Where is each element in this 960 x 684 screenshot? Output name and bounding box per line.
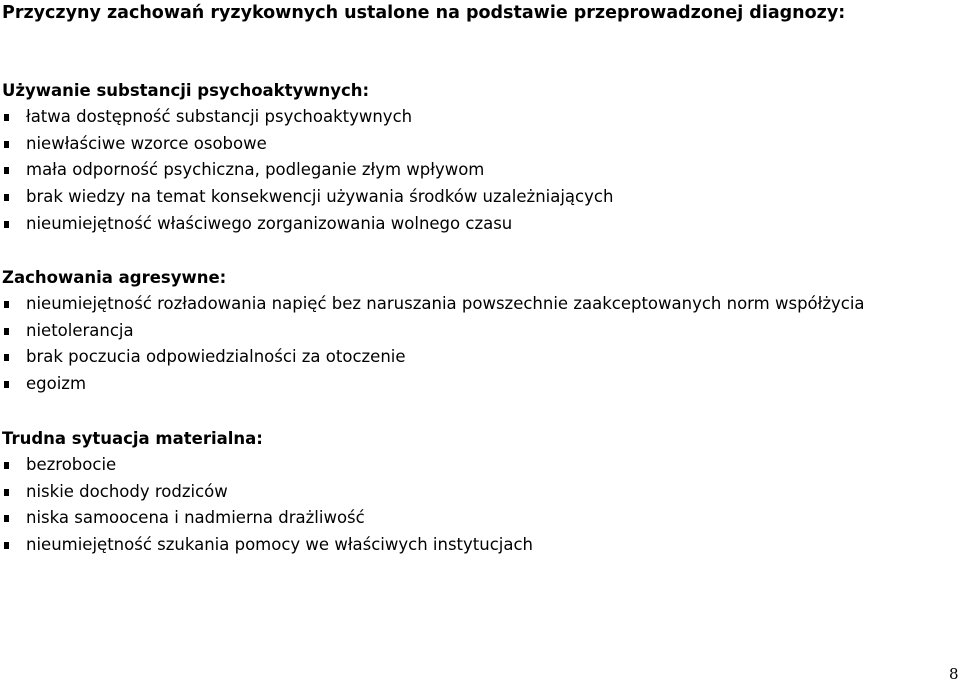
square-bullet-icon bbox=[4, 515, 9, 522]
square-bullet-icon bbox=[4, 194, 9, 201]
square-bullet-icon bbox=[4, 114, 9, 121]
bullet-list bbox=[2, 452, 533, 559]
list-item-text: nieumiejętność szukania pomocy we właściwych instytucjach bbox=[26, 535, 534, 555]
list-item bbox=[2, 291, 865, 318]
list-item-text: niska samoocena i nadmierna drażliwość bbox=[26, 508, 365, 528]
list-item-text: egoizm bbox=[26, 374, 87, 394]
list-item bbox=[2, 532, 533, 559]
square-bullet-icon bbox=[4, 328, 9, 335]
section-substance-use bbox=[2, 78, 613, 238]
list-item bbox=[2, 452, 533, 479]
square-bullet-icon bbox=[4, 221, 9, 228]
list-item bbox=[2, 131, 613, 158]
list-item-text: łatwa dostępność substancji psychoaktywnych bbox=[26, 107, 413, 126]
list-item-text: nieumiejętność rozładowania napięć bez naruszania powszechnie zaakceptowanych norm współżycia bbox=[26, 294, 865, 313]
page-title: Przyczyny zachowań ryzykownych ustalone na podstawie przeprowadzonej diagnozy: bbox=[2, 3, 846, 23]
list-item bbox=[2, 371, 865, 398]
list-item-text: nieumiejętność właściwego zorganizowania wolnego czasu bbox=[26, 213, 513, 233]
list-item bbox=[2, 479, 533, 506]
section-heading: Trudna sytuacja materialna: bbox=[2, 429, 263, 448]
bullet-list bbox=[2, 291, 865, 398]
list-item bbox=[2, 344, 865, 371]
square-bullet-icon bbox=[4, 167, 9, 174]
square-bullet-icon bbox=[4, 381, 9, 388]
square-bullet-icon bbox=[4, 141, 9, 148]
list-item bbox=[2, 184, 613, 211]
section-heading: Zachowania agresywne: bbox=[2, 268, 227, 287]
list-item bbox=[2, 157, 613, 184]
section-heading: Używanie substancji psychoaktywnych: bbox=[2, 81, 370, 100]
list-item-text: mała odporność psychiczna, podleganie złym wpływom bbox=[26, 160, 485, 180]
list-item bbox=[2, 211, 613, 238]
list-item-text: nietolerancja bbox=[26, 320, 134, 340]
list-item bbox=[2, 318, 865, 345]
list-item bbox=[2, 505, 533, 532]
list-item-text: brak poczucia odpowiedzialności za otoczenie bbox=[26, 347, 406, 367]
list-item bbox=[2, 104, 613, 131]
list-item-text: niewłaściwe wzorce osobowe bbox=[26, 133, 267, 153]
section-aggressive-behaviour bbox=[2, 265, 865, 398]
square-bullet-icon bbox=[4, 462, 9, 469]
square-bullet-icon bbox=[4, 301, 9, 308]
section-difficult-material-situation bbox=[2, 426, 533, 559]
square-bullet-icon bbox=[4, 542, 9, 549]
list-item-text: bezrobocie bbox=[26, 455, 117, 474]
list-item-text: brak wiedzy na temat konsekwencji używania środków uzależniających bbox=[26, 187, 614, 207]
square-bullet-icon bbox=[4, 489, 9, 496]
page-number: 8 bbox=[949, 665, 959, 683]
square-bullet-icon bbox=[4, 354, 9, 361]
bullet-list bbox=[2, 104, 613, 238]
list-item-text: niskie dochody rodziców bbox=[26, 481, 228, 501]
